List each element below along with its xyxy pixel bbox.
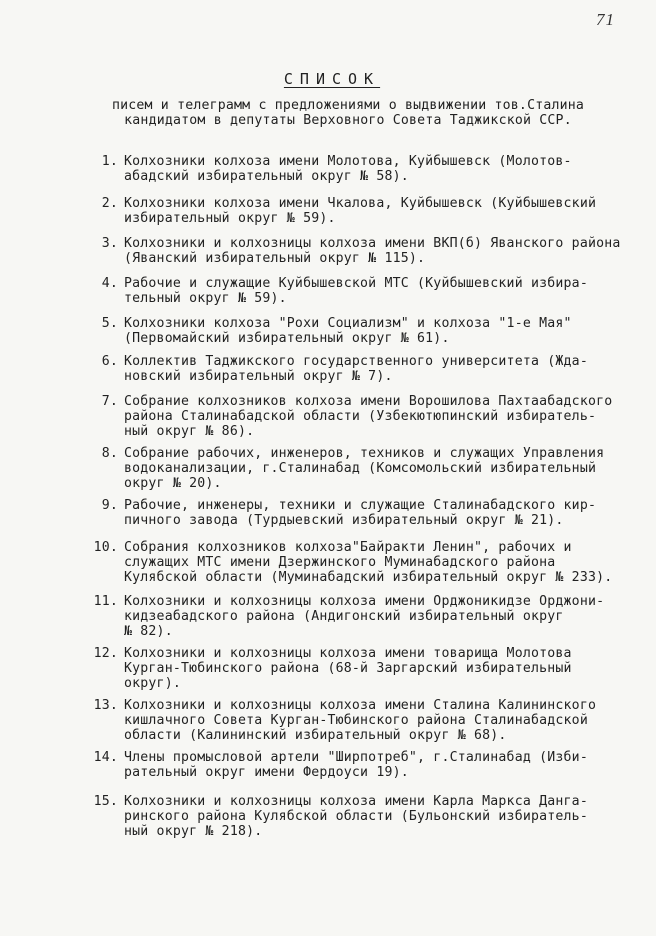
item-number: 1.: [101, 154, 118, 169]
list-item: [74, 154, 654, 184]
item-text: Собрания колхозников колхоза"Байракти Ленин", рабочих и служащих МТС имени Дзержинского Муминабадского района Кулябской области (Муминабадский избирательный округ № 233).: [124, 540, 613, 585]
item-number: 15.: [93, 794, 118, 809]
list-item: [74, 196, 654, 226]
list-item: [74, 394, 654, 439]
item-number: 6.: [101, 354, 118, 369]
item-number: 4.: [101, 276, 118, 291]
list-item: [74, 316, 654, 346]
list-item: [74, 646, 654, 691]
list-item: [74, 446, 654, 491]
item-number: 13.: [93, 698, 118, 713]
item-text: Коллектив Таджикского государственного университета (Жда- новский избирательный округ № 7).: [124, 354, 588, 384]
item-text: Колхозники колхоза имени Чкалова, Куйбышевск (Куйбышевский избирательный округ № 59).: [124, 196, 597, 226]
item-text: Члены промысловой артели "Ширпотреб", г.Сталинабад (Изби- рательный округ имени Фердоуси 19).: [124, 750, 588, 780]
item-number: 12.: [93, 646, 118, 661]
item-number: 14.: [93, 750, 118, 765]
list-item: [74, 236, 654, 266]
item-number: 8.: [101, 446, 118, 461]
list-item: [74, 354, 654, 384]
list-item: [74, 794, 654, 839]
list-item: [74, 540, 654, 585]
list-item: [74, 594, 654, 639]
list-item: [74, 498, 654, 528]
item-number: 11.: [93, 594, 118, 609]
item-text: Колхозники и колхозницы колхоза имени товарища Молотова Курган-Тюбинского района (68-й Заргарский избирательный округ).: [124, 646, 572, 691]
item-text: Рабочие и служащие Куйбышевской МТС (Куйбышевский избира- тельный округ № 59).: [124, 276, 588, 306]
document-title: СПИСОК: [283, 70, 381, 88]
page-number: 71: [596, 10, 615, 29]
item-text: Колхозники и колхозницы колхоза имени Карла Маркса Данга- ринского района Кулябской области (Бульонский избиратель- ный округ № 218).: [124, 794, 588, 839]
list-item: [74, 698, 654, 743]
item-text: Колхозники колхоза "Рохи Социализм" и колхоза "1-е Мая" (Первомайский избирательный округ № 61).: [124, 316, 572, 346]
item-text: Колхозники и колхозницы колхоза имени ВКП(б) Яванского района (Яванский избирательный округ № 115).: [124, 236, 621, 266]
item-text: Колхозники колхоза имени Молотова, Куйбышевск (Молотов- абадский избирательный округ № 58).: [124, 154, 572, 184]
item-number: 10.: [93, 540, 118, 555]
item-text: Собрание рабочих, инженеров, техников и служащих Управления водоканализации, г.Сталинабад (Комсомольский избирательный округ № 20).: [124, 446, 605, 491]
list-item: [74, 750, 654, 780]
item-text: Рабочие, инженеры, техники и служащие Сталинабадского кир- пичного завода (Турдыевский избирательный округ № 21).: [124, 498, 597, 528]
item-number: 5.: [101, 316, 118, 331]
item-text: Колхозники и колхозницы колхоза имени Сталина Калининского кишлачного Совета Курган-Тюбинского района Сталинабадской области (Калининский избирательный округ № 68).: [124, 698, 597, 743]
document-subtitle: писем и телеграмм с предложениями о выдвижении тов.Сталина кандидатом в депутаты Верховного Совета Таджикской ССР.: [111, 98, 585, 128]
item-text: Колхозники и колхозницы колхоза имени Орджоникидзе Орджони- кидзеабадского района (Андигонский избирательный округ № 82).: [124, 594, 605, 639]
item-number: 3.: [101, 236, 118, 251]
item-number: 9.: [101, 498, 118, 513]
item-text: Собрание колхозников колхоза имени Ворошилова Пахтаабадского района Сталинабадской области (Узбекютюпинский избиратель- ный округ № 86).: [124, 394, 613, 439]
item-number: 2.: [101, 196, 118, 211]
item-number: 7.: [101, 394, 118, 409]
list-item: [74, 276, 654, 306]
